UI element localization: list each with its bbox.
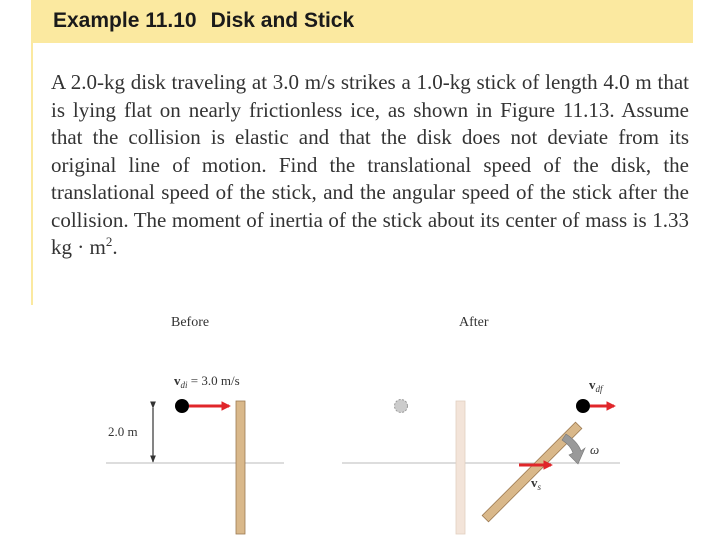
example-title-bar (31, 0, 693, 43)
vdf-symbol: v (589, 377, 596, 392)
disk-before (175, 399, 189, 413)
vdi-label (174, 373, 240, 390)
example-number: Example 11.10 (53, 9, 197, 32)
stick-before (236, 401, 245, 534)
vs-label (531, 475, 542, 492)
collision-diagram (0, 305, 720, 540)
problem-superscript: 2 (105, 234, 113, 249)
example-name: Disk and Stick (210, 9, 355, 32)
vdi-symbol: v (174, 373, 181, 388)
distance-label: 2.0 m (108, 424, 138, 439)
omega-rotation-arrow (562, 434, 585, 464)
left-margin-rule (31, 43, 33, 305)
vdi-value: = 3.0 m/s (187, 373, 240, 388)
vdf-label (589, 377, 604, 394)
vdf-subscript: df (595, 384, 603, 394)
vs-subscript: s (537, 482, 542, 492)
vdi-subscript: di (180, 380, 188, 390)
figure-11-13 (0, 305, 720, 540)
example-title (53, 9, 354, 33)
vs-symbol: v (531, 475, 538, 490)
problem-end: . (112, 235, 118, 259)
disk-after (576, 399, 590, 413)
after-label: After (459, 315, 489, 330)
before-label: Before (171, 315, 210, 330)
disk-ghost (395, 400, 408, 413)
problem-text: A 2.0-kg disk traveling at 3.0 m/s strikes a 1.0-kg stick of length 4.0 m that is lying flat on nearly frictionless ice, as shown in Figure 11.13. Assume that the collision is elastic and that the disk does not deviate from its original line of motion. Find the translational speed of the disk, the translational speed of the stick, and the angular speed of the stick after the collision. The moment of inertia of the stick about its center of mass is 1.33 kg · m (51, 70, 689, 259)
omega-label: ω (590, 442, 600, 457)
stick-ghost (456, 401, 465, 534)
problem-statement (51, 69, 689, 262)
